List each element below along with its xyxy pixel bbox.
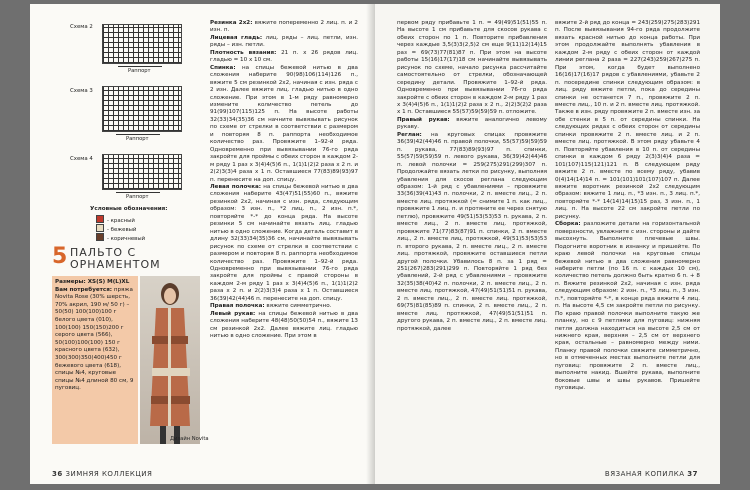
need-title: Вам потребуется: [55,286,113,293]
scheme-4-label: Схема 4 [70,156,93,162]
paragraph: первом ряду прибавьте 1 п. = 49(49)51(51)55 п. На высоте 1 см прибавьте для скосов рукава с обеих сторон по 1 п. Повторите прибавления через каждые 3,5(3)3(2,5)2 см еще 9(11)12(14)15 раз = 69(73)77(81)87 п. При этом на высоте работы 15(16)17(17)18 см начинайте вывязывать рисунок по схеме, начало рисунка рассчитайте самостоятельно от стрелки, обозначающей середину детали. Провяжите 1–92-й ряда. Одновременно при вывязывании 76-го ряда закройте с обеих сторон в каждом 2-м ряду 1 раз x 3(4)4(5)6 п., 1(1)1(2)2 раза x 2 п., 2(2)3(2)2 раза x 1 п. Оставшиеся 55(57)59(59)59 п. отложите. [397,20,547,116]
legend-title: Условные обозначения: [90,206,168,212]
paragraph: вяжите 2-й ряд до конца = 243(259)275(283)291 п. После вывязывания 94-го ряда продолжите вязать красной нитью до конца работы. При этом продолжайте выполнять убавления в каждом 2-м ряду с обеих сторон от каждой линии реглана 2 раза = 227(243)259(267)275 п. При этом, когда будет выполнено 16(16)17(16)17 рядов с убавлениями, убавьте 2 п. посередине спинки следующим образом: в лиц. ряду вяжите петли, пока до середины спинки не останется 7 п., провяжите 2 п. вместе лиц., 10 п. и 2 п. вместе лиц. протяжкой. Также в изн. ряду провяжите 2 п. вместе изн. за обе стенки в 5 п. от середины спинки. На следующих рядах с обеих сторон от середины спинки провяжите 2 п. вместе лиц. и 2 п. вместе лиц. протяжкой. В этом ряду убавьте 4 п. Повторяйте убавления в 10 п. от середины спинки в каждом 6 ряду 2(3)3(4)4 раза = 101(107)115(121)121 п. В следующем ряду вяжите 2 п. вместе по всему ряду, убавив 0(4)14(14)14 п. = 101(101)101(107)107 п. Далее вяжите воротник резинкой 2х2 следующим образом: вяжите 1 лиц. п., *3 изн. п., 3 лиц. п.*, повторяйте *-* 14(14)14(15)15 раз, 3 изн. п., 1 лиц. п. На высоте 22 см закройте петли по рисунку. [555,20,700,220]
section-number: 5 [52,244,68,269]
paragraph: Резинка 2х2: вяжите попеременно 2 лиц. п. и 2 изн. п. [210,20,358,34]
magazine-spread [30,4,720,484]
right-page [375,4,720,484]
rapport-arrow [118,66,162,67]
sizes-text: Размеры: XS(S) M(L)XL [55,279,130,285]
materials-text: пряжа Novita Rose (30% шерсть, 70% акрил, 190 м/ 50 г) – 50(50) 100(100)100 г белого цвета (010), 100(100) 150(150)200 г серого цвета (566), 50(100)100(100) 150 г красного цвета (632), 300(300)350(400)450 г бежевого цвета (618), спицы №4, круговые спицы №4 длиной 80 см, 9 пуговиц. [55,286,134,392]
scheme-2-label: Схема 2 [70,24,93,30]
legend-item-red: - красный [96,215,135,224]
paragraph: Лицевая гладь: лиц. ряды – лиц. петли, изн. ряды – изн. петли. [210,34,358,49]
rapport-arrow [116,134,160,135]
scheme-2-chart [102,24,182,64]
scheme-4-rapport: Раппорт [126,194,149,200]
paragraph: Плотность вязания: 21 п. х 26 рядов лиц. гладью = 10 х 10 см. [210,49,358,64]
scheme-4-chart [102,154,182,190]
rapport-arrow [116,192,160,193]
scheme-3-rapport: Раппорт [126,136,149,142]
page-number: 37 [687,470,698,478]
coat-illustration [140,276,200,444]
paragraph: Левая полочка: на спицы бежевой нитью в два сложения наберите 43(47)51(55)60 п., вяжите резинкой 2х2, начиная с изн. ряда, следующим образом: 3 изн. п., *2 лиц. п., 2 изн. п.*, повторяйте *-* до конца ряда. На высоте резинки 5 см начинайте вязать лиц. гладью нитью в одно сложение. Когда деталь составит в длину 32(33)34(35)36 см, начинайте вывязывать рисунок по схеме от стрелки в соответствии с размером и повторяя 8 п. раппорта необходимое количество раз. Провяжите 1–92-й ряда. Одновременно при вывязывании 76-го ряда закройте для проймы с правой стороны в каждом 2-м ряду 1 раз x 3(4)4(5)6 п., 1(1)1(2)2 раза x 2 п. и 2(2)3(3)4 раза x 1 п. Оставшиеся 36(39)42(44)46 п. перенесите на доп. спицу. [210,183,358,302]
left-page-text-column [210,20,358,340]
scheme-3-chart [102,86,182,132]
left-footer [52,470,152,478]
model-photo [140,276,200,444]
page-number: 36 [52,470,63,478]
legend-item-beige: - бежевый [96,224,136,233]
right-page-text-column-1 [397,20,547,333]
right-page-text-column-2 [555,20,700,393]
red-swatch [96,215,104,223]
paragraph: Реглан: на круговых спицах провяжите 36(39)42(44)46 п. правой полочки, 55(57)59(59)59 п. рукава, 77(83)89(93)97 п. спинки, 55(57)59(59)59 п. левого рукава, 36(39)42(44)46 п. левой полочки = 259(275)291(299)307 п. Продолжайте вязать летки по рисунку, выполняя убавления для скосов реглана следующим образом: 1-й ряд с убавлениями – провяжите 33(36)39(41)43 п. полочки, 2 п. вместе лиц., 2 п. вместе лиц. протяжкой (= снимите 1 п. как лиц., провяжите 1 лиц. п. и протяните ее через снятую петлю), провяжите 49(51)53(53)53 п. рукава, 2 п. вместе лиц., 2 п. вместе лиц. протяжкой, провяжите 71(77)83(87)91 п. спинки, 2 п. вместе лиц., 2 п. вместе лиц. протяжкой, 49(51)53(53)53 п. второго рукава, 2 п. вместе лиц., 2 п. вместе лиц. протяжкой, провяжите оставшиеся петли другой полочки. Убавилось 8 п. за 1 ряд = 251(267)283(291)299 п. Повторяйте 1 ряд без убавлений, 2-й ряд с убавлениями – провяжите 32(35)38(40)42 п. полочки, 2 п. вместе лиц., 2 п. вместе лиц. протяжкой, 47(49)51(51)51 п. рукава, 2 п. вместе лиц., 2 п. вместе лиц. протяжкой, 69(75)81(85)89 п. спинки, 2 п. вместе лиц., 2 п. вместе лиц. протяжкой, 47(49)51(51)51 п. другого рукава, 2 п. вместе лиц., 2 п. вместе лиц. протяжкой, далее [397,131,547,332]
section-title: ПАЛЬТО С ОРНАМЕНТОМ [70,246,161,271]
photo-caption: Дизайн Novita [170,436,209,442]
beige-swatch [96,224,104,232]
paragraph: Спинка: на спицы бежевой нитью в два сложения наберите 90(98)106(114)126 п., вяжите 5 см резинкой 2х2, начиная с изн. ряда с 2 изн. Далее вяжите лиц. гладью нитью в одно сложение. При этом в 1-м ряду равномерно измените количество петель до 91(99)107(115)125 п. На высоте работы 32(33)34(35)36 см начните вывязывать рисунок по схеме от стрелки в соответствии с размером и повторяя 8 п. раппорта необходимое количество раз. Провяжите 1–92-й ряда. Одновременно при вывязывании 76-го ряда закройте для проймы с обеих сторон в каждом 2-м ряду 1 раз x 3(4)4(5)6 п., 1(1)1(2)2 раза x 2 п. и 2(2)3(3)4 раза x 1 п. Оставшиеся 77(83)89(93)97 п. перенесите на доп. спицу. [210,64,358,183]
brown-swatch [96,233,104,241]
legend-item-brown: - коричневый [96,233,145,242]
left-page [30,4,375,484]
scheme-2-rapport: Раппорт [128,68,151,74]
right-footer [605,470,698,478]
magazine-section: ВЯЗАНАЯ КОПИЛКА [604,470,685,478]
paragraph: Правый рукав: вяжите аналогично левому рукаву. [397,116,547,131]
info-box [52,276,138,444]
magazine-section: ЗИМНЯЯ КОЛЛЕКЦИЯ [65,470,153,478]
scheme-3-label: Схема 3 [70,88,93,94]
paragraph: Левый рукав: на спицы бежевой нитью в два сложения наберите 48(48)50(50)54 п., вяжите 13 см резинкой 2х2. Далее вяжите лиц. гладью нитью в одно сложение. При этом в [210,310,358,340]
paragraph: Сборка: разложите детали на горизонтальной поверхности, увлажните с изн. стороны и дайте высохнуть. Выполните плечевые швы. Подогните воротник в изнанку и пришейте. По краю левой полочки на круговые спицы бежевой нитью в два сложения равномерно наберите петли (по 16 п. с каждых 10 см), количество петель должно быть кратно 6 п. + 8 п. Вяжите резинкой 2х2, начиная с изн. ряда следующим образом: 2 изн. п., *3 лиц. п., 3 изн. п.*, повторяйте *-*, в конце ряда вяжите 4 лиц. п. На высоте 4,5 см закройте петли по рисунку. По краю правой полочки выполните такую же планку, но с 9 петлями для пуговиц: нижняя петля должна находиться на высоте 2,5 см от нижнего края, верхняя – 2,5 см от верхнего края, остальные – равномерно между ними. Планку правой полочки свяжите симметрично, но в отмеченных местах выполните петли для пуговиц: провяжите 2 п. вместе лиц., выполните накид. Вшейте рукава, выполните боковые швы и швы рукавов. Пришейте пуговицы. [555,221,700,392]
paragraph: Правая полочка: вяжите симметрично. [210,303,332,310]
